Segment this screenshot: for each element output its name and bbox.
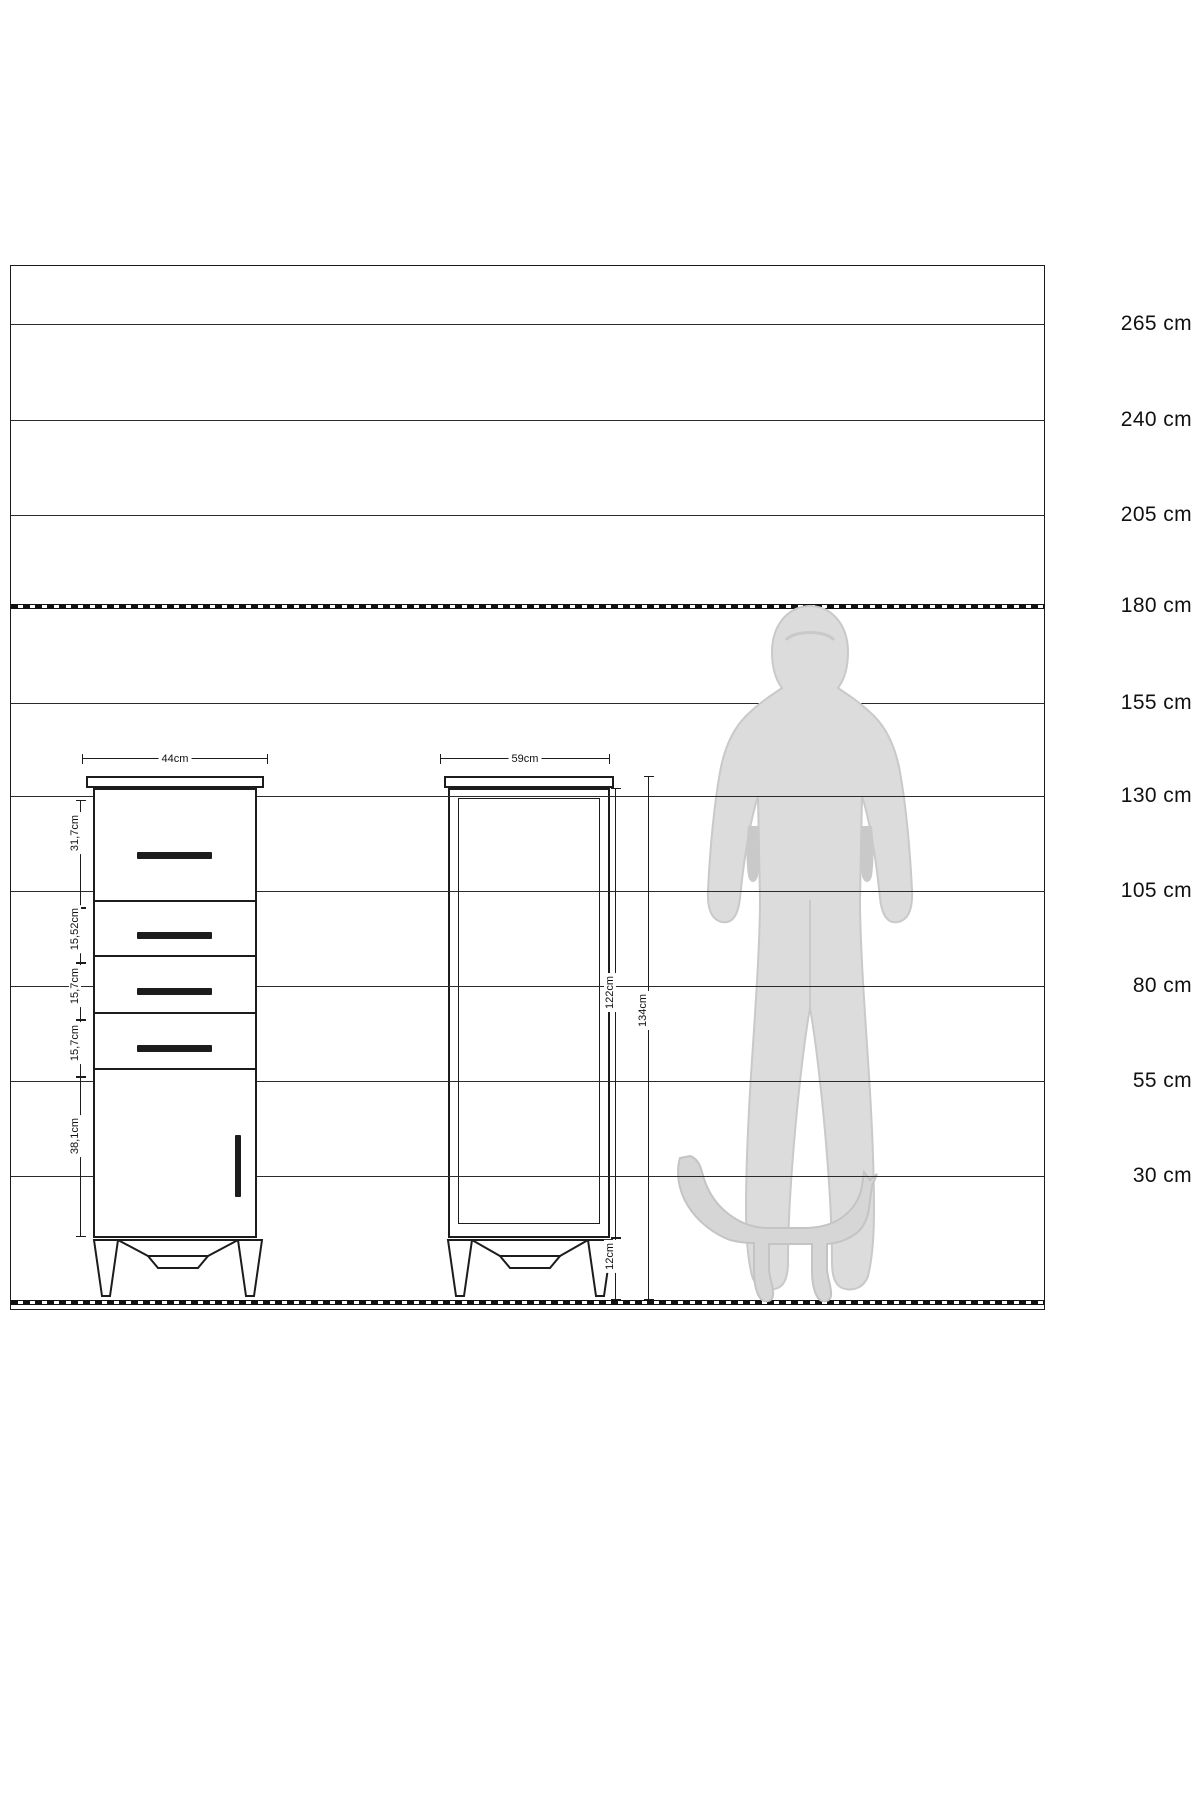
drawer-handle-4[interactable] xyxy=(137,1045,212,1052)
scale-label-265: 265 cm xyxy=(1120,312,1192,335)
cabinet-a-body xyxy=(93,788,257,1238)
drawer-handle-3[interactable] xyxy=(137,988,212,995)
cabinet-b-door-panel[interactable] xyxy=(458,798,600,1224)
scale-label-205: 205 cm xyxy=(1120,503,1192,526)
cabinet-a-top xyxy=(86,776,264,788)
guide-130 xyxy=(257,796,957,797)
dim-leg-height xyxy=(604,1238,616,1300)
dim-cabinet-b-body-label: 122cm xyxy=(604,973,616,1012)
drawer-handle-1[interactable] xyxy=(137,852,212,859)
guide-30 xyxy=(257,1176,957,1177)
cabinet-b-body xyxy=(448,788,610,1238)
dim-cabinet-b-total-height xyxy=(637,776,649,1300)
scale-label-240: 240 cm xyxy=(1120,408,1192,431)
scale-label-105: 105 cm xyxy=(1120,879,1192,902)
dim-drawer-3 xyxy=(69,963,81,1020)
dim-door xyxy=(69,1077,81,1237)
cabinet-a-divider-2 xyxy=(95,955,255,957)
dim-drawer-1-label: 31,7cm xyxy=(69,812,81,854)
dim-door-label: 38,1cm xyxy=(69,1115,81,1157)
scale-label-130: 130 cm xyxy=(1120,784,1192,807)
dim-drawer-4 xyxy=(69,1020,81,1077)
scale-line-240 xyxy=(11,420,1044,421)
guide-55 xyxy=(257,1081,957,1082)
dim-cabinet-b-body-height xyxy=(604,788,616,1238)
drawer-handle-2[interactable] xyxy=(137,932,212,939)
cabinet-a-legs xyxy=(88,1238,268,1305)
cabinet-b-legs xyxy=(442,1238,618,1305)
cabinet-a-divider-4 xyxy=(95,1068,255,1070)
dim-drawer-2-label: 15,52cm xyxy=(69,905,81,953)
cabinet-a-divider-3 xyxy=(95,1012,255,1014)
cat-silhouette xyxy=(672,1150,887,1305)
dim-leg-height-label: 12cm xyxy=(604,1240,616,1273)
dim-drawer-2 xyxy=(69,908,81,963)
dim-drawer-4-label: 15,7cm xyxy=(69,1022,81,1064)
scale-label-80: 80 cm xyxy=(1132,974,1192,997)
scale-label-180: 180 cm xyxy=(1120,594,1192,617)
dim-cabinet-a-width xyxy=(82,753,268,765)
scale-line-205 xyxy=(11,515,1044,516)
cabinet-b-top xyxy=(444,776,614,788)
scale-line-265 xyxy=(11,324,1044,325)
scale-label-30: 30 cm xyxy=(1132,1164,1192,1187)
door-handle[interactable] xyxy=(235,1135,241,1197)
dim-cabinet-b-width-label: 59cm xyxy=(509,753,542,765)
dim-drawer-3-label: 15,7cm xyxy=(69,965,81,1007)
dim-cabinet-b-total-label: 134cm xyxy=(637,991,649,1030)
dim-cabinet-a-width-label: 44cm xyxy=(159,753,192,765)
cabinet-a-divider-1 xyxy=(95,900,255,902)
dim-drawer-1 xyxy=(69,800,81,908)
scale-label-55: 55 cm xyxy=(1132,1069,1192,1092)
dim-cabinet-b-width xyxy=(440,753,610,765)
scale-label-155: 155 cm xyxy=(1120,691,1192,714)
guide-105 xyxy=(257,891,957,892)
